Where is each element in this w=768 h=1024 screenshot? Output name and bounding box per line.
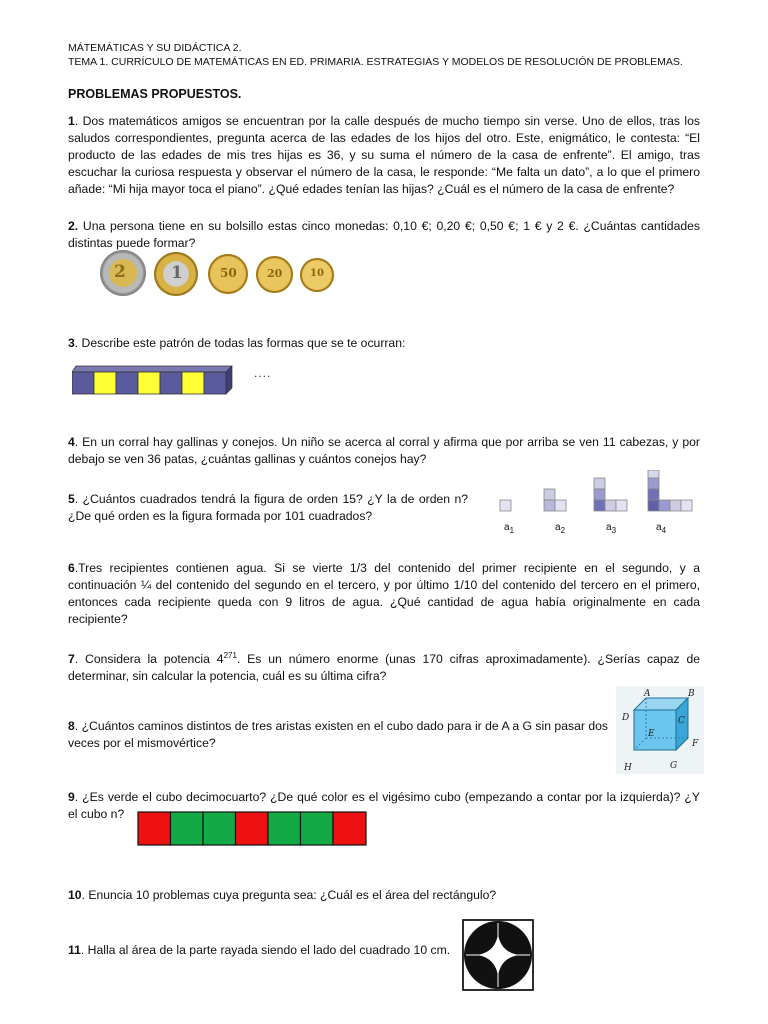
label-a3: $a_3$ — [606, 522, 617, 535]
problem-4 — [68, 434, 700, 468]
problem-6-text: .Tres recipientes contienen agua. Si se vierte 1/3 del contenido del primer recipiente en el segundo, y a continuación ¼ del contenido del segundo en el tercero, y por último 1/10 del contenido del tercero en el primero, entonces cada recipiente queda con 9 litros de agua. ¿Qué cantidad de agua había originalmente en cada recipiente? — [68, 561, 700, 626]
problem-9-text: . ¿Es verde el cubo decimocuarto? ¿De qué color es el vigésimo cubo (empezando a contar por la izquierda)? ¿Y el cubo n? — [68, 790, 700, 821]
problem-3 — [68, 335, 700, 352]
label-a2: $a_2$ — [555, 522, 566, 535]
cube-3 — [203, 812, 236, 845]
pattern-continuation: .... — [254, 366, 272, 380]
problem-10-text: . Enuncia 10 problemas cuya pregunta sea: ¿Cuál es el área del rectángulo? — [81, 888, 497, 902]
problem-5-text: . ¿Cuántos cuadrados tendrá la figura de orden 15? ¿Y la de orden n? ¿De qué orden es la figura formada por 101 cuadrados? — [68, 492, 468, 523]
vertex-D: D — [622, 713, 630, 723]
problem-11-text: . Halla al área de la parte rayada siendo el lado del cuadrado 10 cm. — [80, 943, 451, 957]
square-sequence-figure — [496, 470, 702, 516]
coin-1-euro: 1 — [154, 252, 198, 296]
problem-1-number: 1 — [68, 114, 75, 128]
problem-10 — [68, 887, 700, 904]
label-a1: $a_1$ — [504, 522, 515, 535]
vertex-B: B — [688, 689, 695, 699]
pattern-bar — [72, 366, 232, 394]
figure-a3 — [594, 478, 627, 511]
coin-10-cent: 10 — [300, 258, 334, 292]
problem-11-number: 11 — [68, 943, 81, 957]
problem-3-number: 3 — [68, 336, 75, 350]
vertex-H: H — [624, 763, 632, 773]
page-title: PROBLEMAS PROPUESTOS. — [68, 87, 242, 101]
problem-1-text: . Dos matemáticos amigos se encuentran por la calle después de mucho tiempo sin verse. Uno de ellos, tras los saludos correspondientes, pregunta acerca de las edades de los hijos del otro. Este, enigmático, le contesta: “El producto de las edades de mis tres hijas es 36, y su suma el número de la casa de enfrente”. El amigo, tras escuchar la curiosa respuesta y observar el número de la casa, le responde: “Me falta un dato”, a lo que el primero añade: “Mi hija mayor toca el piano”. ¿Qué edades tenían las hijas? ¿Cuál es el número de la casa de enfrente? — [68, 114, 700, 196]
cube-7 — [333, 812, 366, 845]
problem-8-text: . ¿Cuántos caminos distintos de tres aristas existen en el cubo dado para ir de A a G sin pasar dos veces por el mismovértice? — [68, 719, 608, 750]
problem-6 — [68, 560, 700, 628]
problem-3-text: . Describe este patrón de todas las formas que se te ocurran: — [74, 336, 406, 350]
problem-5 — [68, 491, 468, 525]
problem-2-text: Una persona tiene en su bolsillo estas cinco monedas: 0,10 €; 0,20 €; 0,50 €; 1 € y 2 €. ¿Cuántas cantidades distintas puede formar? — [68, 219, 700, 250]
colored-cubes-figure — [137, 811, 369, 847]
power-exponent: 271 — [223, 651, 237, 660]
vertex-E: E — [648, 729, 655, 739]
problem-8-number: 8 — [68, 719, 75, 733]
cube-5 — [268, 812, 301, 845]
problem-7: 7. Considera la potencia $4^{271}$. Es un número enorme (unas 170 cifras aproximadamente). ¿Serías capaz de determinar, sin calcular la potencia, cuál es su última cifra? — [68, 651, 701, 684]
coin-2-euro: 2 — [100, 250, 146, 296]
coin-20-cent: 20 — [256, 256, 293, 293]
cube-6 — [301, 812, 334, 845]
header-course: MÁTEMÁTICAS Y SU DIDÁCTICA 2. — [68, 42, 242, 54]
shaded-square-figure — [460, 917, 536, 993]
figure-a1 — [500, 500, 511, 511]
coins-figure — [100, 250, 340, 300]
label-a4: $a_4$ — [656, 522, 667, 535]
problem-1 — [68, 113, 700, 198]
vertex-F: F — [692, 739, 699, 749]
problem-4-text: . En un corral hay gallinas y conejos. Un niño se acerca al corral y afirma que por arriba se ven 11 cabezas, y por debajo se ven 36 patas, ¿cuántas gallinas y cuántos conejos hay? — [68, 435, 700, 466]
coin-50-cent: 50 — [208, 254, 248, 294]
problem-11 — [68, 942, 468, 959]
vertex-C: C — [678, 716, 685, 726]
problem-6-number: 6 — [68, 561, 75, 575]
cube-2 — [171, 812, 204, 845]
problem-7-number: 7 — [68, 652, 75, 667]
cube-figure — [616, 686, 704, 774]
cube-1 — [138, 812, 171, 845]
problem-9-number: 9 — [68, 790, 75, 804]
cube-4 — [236, 812, 269, 845]
vertex-G: G — [670, 761, 678, 771]
figure-a2 — [544, 489, 566, 511]
problem-4-number: 4 — [68, 435, 75, 449]
problem-10-number: 10 — [68, 888, 82, 902]
problem-8 — [68, 718, 608, 752]
problem-2-number: 2. — [68, 219, 79, 233]
header-topic: TEMA 1. CURRÍCULO DE MATEMÁTICAS EN ED. PRIMARIA. ESTRATEGIAS Y MODELOS DE RESOLUCIÓN DE PROBLEMAS. — [68, 56, 683, 68]
vertex-A: A — [644, 689, 651, 699]
problem-5-number: 5 — [68, 492, 75, 506]
pattern-bar-figure — [72, 362, 234, 396]
figure-a4 — [648, 470, 692, 511]
problem-2 — [68, 218, 700, 252]
